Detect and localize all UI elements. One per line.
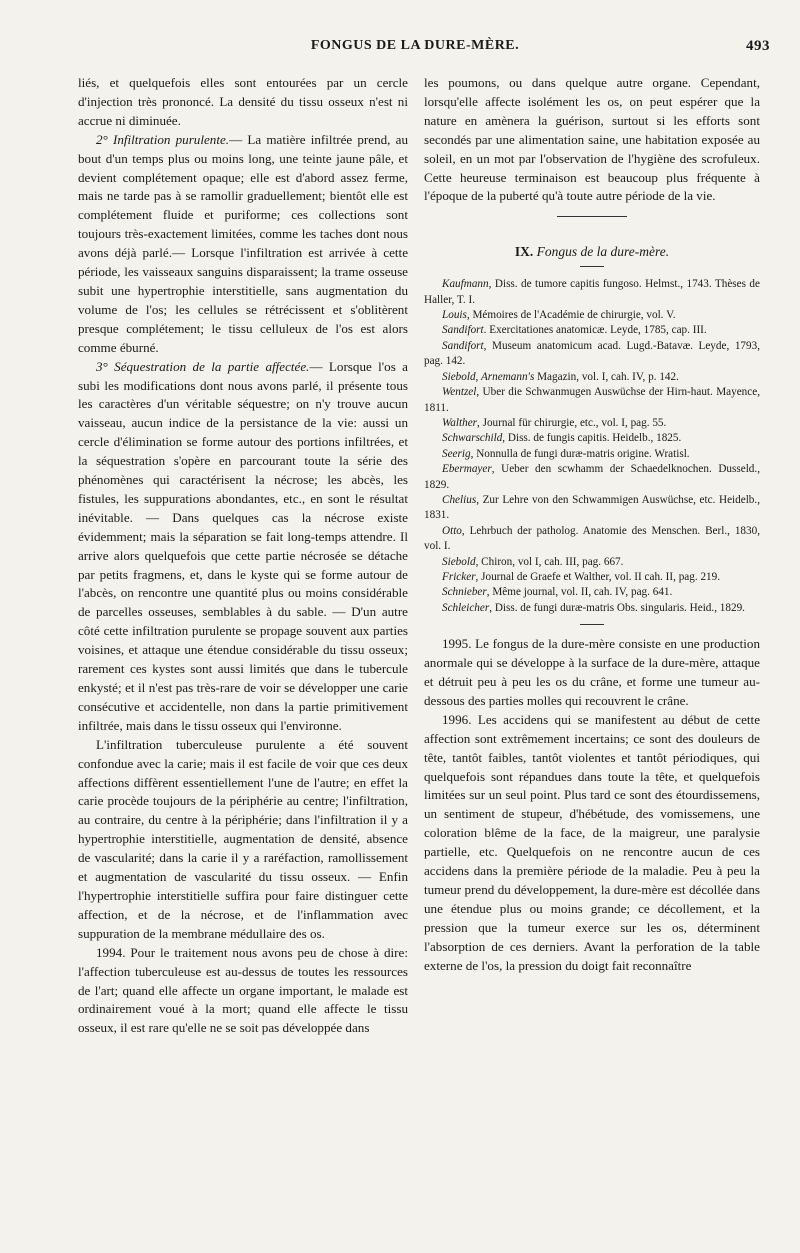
subheading: 2° Infiltration purulente. xyxy=(96,131,230,147)
reference-author: Siebold, Arnemann's xyxy=(442,370,535,383)
reference-text: , Uber die Schwanmugen Auswüchse der Hirn-haut. Mayence, 1811. xyxy=(424,386,760,414)
section-heading xyxy=(424,243,760,262)
reference-author: Schnieber xyxy=(442,586,487,599)
reference-author: Sandifort xyxy=(442,324,484,337)
reference-author: Otto xyxy=(442,524,462,537)
reference-entry xyxy=(424,493,760,524)
reference-author: Siebold xyxy=(442,555,476,568)
paragraph: L'infiltration tuberculeuse purulente a été souvent confondue avec la carie; mais il est facile de voir que ces deux affections diffèrent essentiellement l'une de l'autre; en effet la carie procède toujours de la périphérie au centre; l'infiltration, au contraire, du centre à la périphérie; dans l'infiltration il y a hypertrophie interstitielle, augmentation de densité, absence de vascularité; dans la carie il y a raréfaction, ramollissement et augmentation de vascularité du tissu osseux. — Enfin l'hypertrophie interstitielle suffira pour faire distinguer cette affection, et de la nécrose, et de l'inflammation avec suppuration de la membrane médullaire des os. xyxy=(78,736,408,941)
paragraph: les poumons, ou dans quelque autre organe. Cependant, lorsqu'elle affecte isolément les os, on peut espérer que la nature en amènera la guérison, surtout si les efforts sont secondés par une alimentation saine, une habitation exposée au soleil, en un mot par l'observation de l'hygiène des scrofuleux. Cette heureuse terminaison est beaucoup plus fréquente à l'époque de la puberté qu'à toute autre période de la vie. xyxy=(424,75,760,204)
running-header xyxy=(60,38,770,62)
reference-author: Walther xyxy=(442,416,478,429)
reference-text: , Mémoires de l'Académie de chirurgie, vol. V. xyxy=(466,309,676,322)
reference-text: , Lehrbuch der patholog. Anatomie des Menschen. Berl., 1830, vol. I. xyxy=(424,524,760,553)
reference-author: Sandifort xyxy=(442,339,484,352)
paragraph-text: — Lorsque l'os a subi les modifications dont nous avons parlé, il présente tous les caractères d'un véritable séquestre; on n'y trouve aucun vaisseau, aucun indice de la persistance de la vie: aussi un cercle d'élimination se forme autour des portions infiltrées, et la séquestration s'opère en parcourant toute la série des phénomènes qui caractérisent la nécrose; les abcès, les fistules, les suppurations abondantes, etc., en sont le résultat inévitable. — Dans quelques cas la nécrose existe évidemment; mais la séparation se fait long-temps attendre. Il arrive alors quelquefois que cette partie nécrosée se détache par petits fragmens, et, dans le kyste qui se forme autour de l'abcès, on rencontre une quantité plus ou moins considérable de parcelles osseuses, semblables à du sable. — D'un autre côté cette infiltration purulente se propage souvent aux parties voisines, et attaque une étendue considérable du tissu osseux; rarement ces kystes sont aussi limités que dans le tubercule enkysté; et il n'est pas très-rare de voir se développer une carie consécutive et accidentelle, non dans la partie primitivement infiltrée, mais dans le tissu osseux qui l'environne. xyxy=(78,358,408,733)
paragraph xyxy=(78,131,408,358)
reference-entry xyxy=(424,585,760,600)
reference-text: , Même journal, vol. II, cah. IV, pag. 641. xyxy=(486,586,673,599)
reference-text: , Chiron, vol I, cah. III, pag. 667. xyxy=(475,555,624,568)
reference-text: , Ueber den scwhamm der Schaedelknochen. Dusseld., 1829. xyxy=(424,463,760,491)
reference-entry xyxy=(424,416,760,431)
reference-author: Seerig xyxy=(442,447,471,460)
reference-entry xyxy=(424,370,760,385)
section-number: IX. xyxy=(514,244,534,260)
reference-entry xyxy=(424,555,760,570)
reference-author: Wentzel xyxy=(442,386,477,399)
reference-entry xyxy=(424,570,760,585)
reference-entry xyxy=(424,385,760,416)
reference-author: Chelius xyxy=(442,493,477,506)
reference-text: . Exercitationes anatomicæ. Leyde, 1785, cap. III. xyxy=(483,324,707,337)
divider xyxy=(580,624,604,625)
reference-text: , Diss. de tumore capitis fungoso. Helmst., 1743. Thèses de Haller, T. I. xyxy=(424,278,760,306)
reference-author: Louis xyxy=(442,309,467,322)
reference-text: , Journal für chirurgie, etc., vol. I, pag. 55. xyxy=(477,416,667,429)
reference-entry xyxy=(424,524,760,555)
reference-author: Schwarschild xyxy=(442,432,503,445)
reference-entry xyxy=(424,447,760,462)
paragraph: 1996. Les accidens qui se manifestent au début de cette affection sont extrêmement incertains; ce sont des douleurs de tête, tantôt faibles, tantôt violentes et tantôt périodiques, qui quelquefois sont répandues dans toute la tête, et quelquefois limitées sur un seul point. Plus tard ce sont des étourdissemens, un sentiment de stupeur, d'hébétude, des vomissemens, une coloration blême de la face, de la maigreur, une paralysie partielle, etc. Quelquefois on ne rencontre aucun de ces accidens dans la première période de la maladie. Peu à peu la tumeur prend du développement, la dure-mère est décollée dans une étendue plus ou moins grande; ce décollement, et la pression que la tumeur exerce sur les os, déterminent l'absorption de ces derniers. Avant la perforation de la table externe de l'os, la pression du doigt fait reconnaître xyxy=(424,711,760,973)
reference-entry xyxy=(424,462,760,493)
reference-text: , Zur Lehre von den Schwammigen Auswüchse, etc. Heidelb., 1831. xyxy=(424,493,760,522)
section-title: Fongus de la dure-mère. xyxy=(536,244,670,260)
page-number: 493 xyxy=(746,38,770,54)
reference-entry xyxy=(424,308,760,323)
reference-author: Fricker xyxy=(442,570,476,583)
reference-author: Ebermayer xyxy=(442,463,492,476)
reference-entry xyxy=(424,431,760,446)
reference-text: , Nonnulla de fungi duræ-matris origine. Wratisl. xyxy=(470,447,690,460)
paragraph: liés, et quelquefois elles sont entourées par un cercle d'injection très prononcé. La densité du tissu osseux n'est ni accrue ni diminuée. xyxy=(78,75,408,128)
divider xyxy=(580,266,604,267)
divider xyxy=(557,216,627,217)
subheading: 3° Séquestration de la partie affectée. xyxy=(96,358,310,374)
paragraph: 1995. Le fongus de la dure-mère consiste en une production anormale qui se développe à la surface de la dure-mère, attaque et détruit peu à peu les os du crâne, et forme une tumeur au-dessous des parties molles qui recouvrent le crâne. xyxy=(424,636,760,708)
reference-text: , Diss. de fungis capitis. Heidelb., 1825. xyxy=(502,432,682,445)
right-column xyxy=(424,74,760,976)
bibliography xyxy=(424,277,760,616)
paragraph-text: — La matière infiltrée prend, au bout d'un temps plus ou moins long, une teinte jaune pâle, et devient complétement opaque; elle est d'abord assez ferme, mais ne tarde pas à se ramollir graduellement; bientôt elle est complétement fluide et puriforme; ces collections sont toujours très-exactement limitées, comme les taches dont nous avons déjà parlé.— Lorsque l'infiltration est arrivée à cette période, les vaisseaux sanguins disparaissent; la trame osseuse subit une hypertrophie interstitielle, sans augmentation du volume de l'os; les cellules se rétrécissent et s'oblitèrent presque complétement; le tissu celluleux de l'os est alors comme éburné. xyxy=(78,131,408,355)
paragraph xyxy=(78,358,408,736)
reference-author: Kaufmann xyxy=(442,278,489,291)
running-title: FONGUS DE LA DURE-MÈRE. xyxy=(310,38,520,53)
left-column xyxy=(78,74,408,1038)
reference-text: , Journal de Graefe et Walther, vol. II cah. II, pag. 219. xyxy=(475,570,721,583)
reference-author: Schleicher xyxy=(442,601,490,614)
reference-entry xyxy=(424,601,760,616)
reference-text: , Diss. de fungi duræ-matris Obs. singularis. Heid., 1829. xyxy=(489,601,745,614)
reference-text: Magazin, vol. I, cah. IV, p. 142. xyxy=(534,370,679,383)
reference-entry xyxy=(424,323,760,338)
reference-entry xyxy=(424,277,760,308)
reference-entry xyxy=(424,339,760,370)
reference-text: , Museum anatomicum acad. Lugd.-Batavæ. Leyde, 1793, pag. 142. xyxy=(424,339,760,368)
paragraph: 1994. Pour le traitement nous avons peu de chose à dire: l'affection tuberculeuse est au-dessus de toutes les ressources de l'art; quand elle affecte un organe important, le malade est ordinairement voué à la mort; quand elle affecte le tissu osseux, il est rare qu'elle ne se soit pas développée dans xyxy=(78,944,408,1036)
